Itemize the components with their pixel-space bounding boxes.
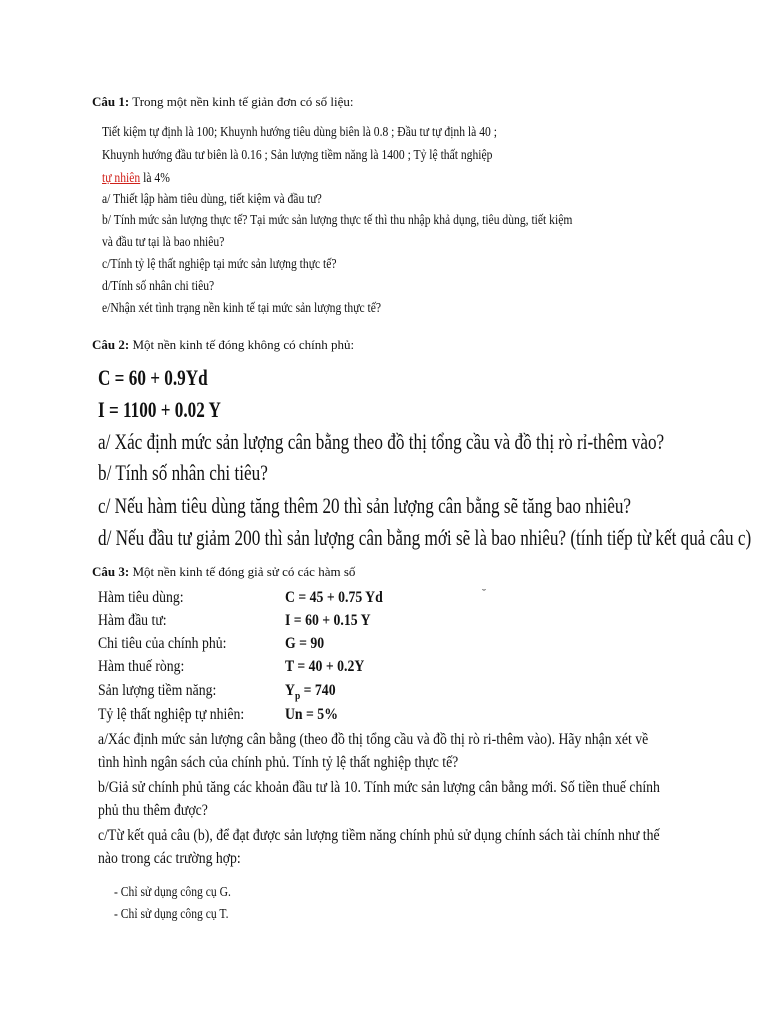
question-1-heading (92, 94, 353, 110)
q1-item-a: a/ Thiết lập hàm tiêu dùng, tiết kiệm và đầu tư? (102, 191, 322, 206)
question-1-intro: Trong một nền kinh tế giản đơn có số liệu: (129, 94, 354, 109)
q1-item-b-cont: và đầu tư tại là bao nhiêu? (102, 234, 225, 249)
q1-item-b: b/ Tính mức sản lượng thực tế? Tại mức sản lượng thực tế thì thu nhập khả dụng, tiêu dùng, tiết kiệm (102, 212, 573, 227)
question-3-heading (92, 564, 355, 580)
question-3-intro: Một nền kinh tế đóng giả sử có các hàm số (129, 564, 356, 579)
q1-highlight-text: tự nhiên (102, 170, 141, 185)
q3-subitem-g: - Chỉ sử dụng công cụ G. (114, 884, 231, 899)
q1-item-c: c/Tính tỷ lệ thất nghiệp tại mức sản lượng thực tế? (102, 256, 337, 271)
q3-item-c: c/Từ kết quả câu (b), để đạt được sản lượng tiềm năng chính phủ sử dụng chính sách tài chính như thế (98, 827, 660, 844)
q3-function-eq-potential-output (285, 682, 336, 702)
q1-item-d: d/Tính số nhân chi tiêu? (102, 278, 215, 293)
stray-mark: ˘ (482, 586, 486, 600)
q2-investment-function: I = 1100 + 0.02 Y (98, 397, 221, 422)
q3-item-b-cont: phủ thu thêm được? (98, 802, 208, 819)
q3-subitem-t: - Chỉ sử dụng công cụ T. (114, 906, 229, 921)
q2-item-b: b/ Tính số nhân chi tiêu? (98, 460, 268, 485)
q1-item-e: e/Nhận xét tình trạng nền kinh tế tại mức sản lượng thực tế? (102, 300, 382, 315)
potential-output-value: = 740 (300, 682, 336, 699)
q3-item-a-cont: tình hình ngân sách của chính phủ. Tính tỷ lệ thất nghiệp thực tế? (98, 754, 459, 771)
q1-data-line-3-rest: là 4% (140, 170, 170, 185)
question-2-heading (92, 337, 354, 353)
question-2-label: Câu 2: (92, 337, 130, 352)
q3-function-label-government: Chi tiêu của chính phủ: (98, 635, 227, 652)
q2-item-d: d/ Nếu đầu tư giảm 200 thì sản lượng cân bằng mới sẽ là bao nhiêu? (tính tiếp từ kết quả câu c) (98, 525, 752, 550)
q1-data-line-1: Tiết kiệm tự định là 100; Khuynh hướng tiêu dùng biên là 0.8 ; Đầu tư tự định là 40 ; (102, 124, 497, 139)
q3-item-b: b/Giả sử chính phủ tăng các khoản đầu tư là 10. Tính mức sản lượng cân bằng mới. Số tiền thuế chính (98, 779, 660, 796)
q3-function-eq-consumption: C = 45 + 0.75 Yd (285, 589, 383, 606)
q3-function-label-consumption: Hàm tiêu dùng: (98, 589, 184, 606)
q2-consumption-function: C = 60 + 0.9Yd (98, 365, 208, 390)
q3-function-eq-tax: T = 40 + 0.2Y (285, 658, 365, 675)
q2-item-a: a/ Xác định mức sản lượng cân bằng theo đồ thị tổng cầu và đồ thị rò rỉ-thêm vào? (98, 429, 665, 454)
q3-function-eq-investment: I = 60 + 0.15 Y (285, 612, 371, 629)
q2-item-c: c/ Nếu hàm tiêu dùng tăng thêm 20 thì sản lượng cân bằng sẽ tăng bao nhiêu? (98, 493, 632, 518)
q1-data-line-2: Khuynh hướng đầu tư biên là 0.16 ; Sản lượng tiềm năng là 1400 ; Tỷ lệ thất nghiệp (102, 147, 493, 162)
potential-output-subscript: p (294, 690, 301, 703)
potential-output-symbol: Y (285, 682, 295, 699)
q3-item-a: a/Xác định mức sản lượng cân bằng (theo đồ thị tổng cầu và đồ thị rò ri-thêm vào). Hãy nhận xét về (98, 731, 649, 748)
question-2-intro: Một nền kinh tế đóng không có chính phủ: (129, 337, 355, 352)
question-3-label: Câu 3: (92, 564, 130, 579)
q3-function-label-tax: Hàm thuế ròng: (98, 658, 185, 675)
q3-function-label-unemployment: Tỷ lệ thất nghiệp tự nhiên: (98, 706, 245, 723)
q1-data-line-3 (102, 170, 170, 186)
q3-function-label-potential-output: Sản lượng tiềm năng: (98, 682, 217, 699)
q3-function-eq-unemployment: Un = 5% (285, 706, 338, 723)
q3-function-eq-government: G = 90 (285, 635, 325, 652)
question-1-label: Câu 1: (92, 94, 130, 109)
q3-function-label-investment: Hàm đầu tư: (98, 612, 167, 629)
q3-item-c-cont: nào trong các trường hợp: (98, 850, 241, 867)
